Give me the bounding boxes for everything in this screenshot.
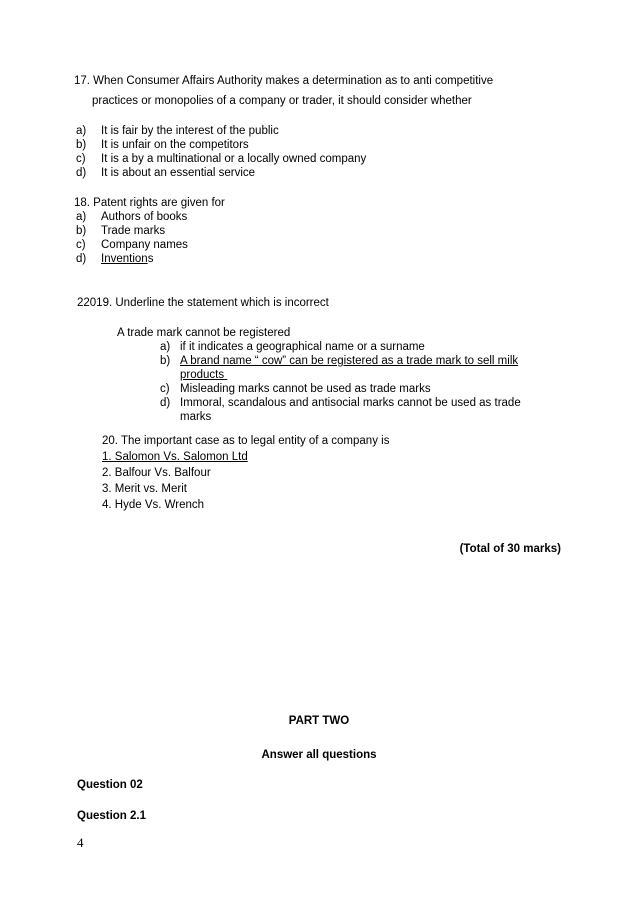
option-text-underlined: Invention <box>101 253 148 265</box>
option-text-line1: Immoral, scandalous and antisocial marks cannot be used as trade <box>180 397 521 409</box>
option-text: if it indicates a geographical name or a surname <box>180 341 425 353</box>
q19-option-b-line2: products <box>180 369 228 381</box>
q20-text: 20. The important case as to legal entity of a company is <box>102 435 390 447</box>
option-text: It is a by a multinational or a locally owned company <box>101 153 367 165</box>
option-text: It is about an essential service <box>101 167 256 179</box>
option-text: Company names <box>101 239 188 251</box>
option-letter: b) <box>76 139 87 151</box>
option-letter: c) <box>160 383 170 395</box>
q20-option-1: 1. Salomon Vs. Salomon Ltd <box>102 451 248 463</box>
option-letter: b) <box>76 225 87 237</box>
option-text-line1: A brand name “ cow” can be registered as a trade mark to sell milk <box>180 355 519 367</box>
q20-option-2: 2. Balfour Vs. Balfour <box>102 467 211 479</box>
q19-option-d-line2: marks <box>180 411 212 423</box>
option-letter: c) <box>76 153 86 165</box>
option-text: Authors of books <box>101 211 188 223</box>
question-2-1-heading: Question 2.1 <box>77 810 147 822</box>
question-02-heading: Question 02 <box>77 779 143 791</box>
option-text <box>101 252 153 266</box>
option-letter: d) <box>160 397 171 409</box>
q19-stem: A trade mark cannot be registered <box>117 327 291 339</box>
q20-option-3: 3. Merit vs. Merit <box>102 483 187 495</box>
option-letter: b) <box>160 355 171 367</box>
option-letter: d) <box>76 167 87 179</box>
total-marks: (Total of 30 marks) <box>459 543 561 555</box>
option-text: Trade marks <box>101 225 166 237</box>
option-letter: a) <box>160 341 171 353</box>
page-number: 4 <box>77 835 84 850</box>
option-letter: a) <box>76 125 87 137</box>
part-two-title: PART TWO <box>288 715 350 727</box>
q18-text: 18. Patent rights are given for <box>74 197 225 209</box>
option-letter: a) <box>76 211 87 223</box>
option-text: Misleading marks cannot be used as trade marks <box>180 383 431 395</box>
part-two-instruction: Answer all questions <box>261 749 377 761</box>
q17-text-line1: 17. When Consumer Affairs Authority makes a determination as to anti competitive <box>74 75 494 87</box>
q20-option-4: 4. Hyde Vs. Wrench <box>102 499 205 511</box>
q19-text: 22019. Underline the statement which is incorrect <box>77 297 329 309</box>
option-text: It is fair by the interest of the public <box>101 125 279 137</box>
option-text-rest: s <box>147 253 154 265</box>
q17-text-line2: practices or monopolies of a company or trader, it should consider whether <box>92 95 472 107</box>
option-text: It is unfair on the competitors <box>101 139 249 151</box>
option-letter: d) <box>76 253 87 265</box>
option-letter: c) <box>76 239 86 251</box>
